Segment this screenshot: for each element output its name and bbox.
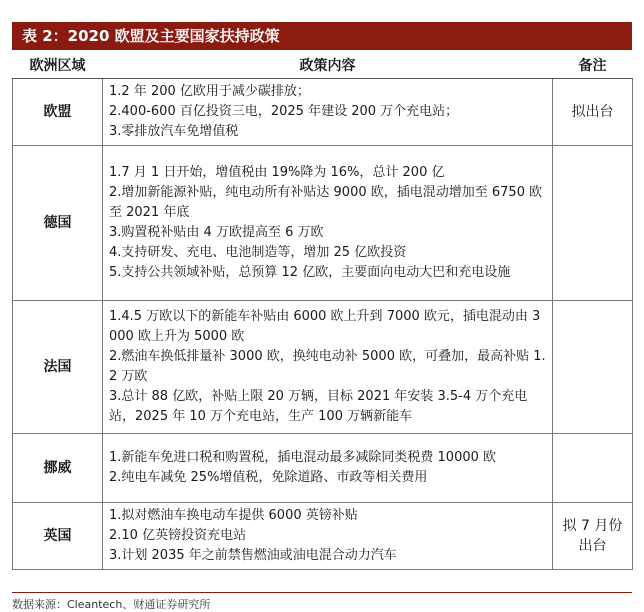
- note-cell: 拟出台: [553, 79, 633, 146]
- table-row: [13, 301, 633, 434]
- policy-item: 3.总计 88 亿欧，补贴上限 20 万辆，目标 2021 年安装 3.5-4 万个充电站，2025 年 10 万个充电站，生产 100 万辆新能车: [109, 389, 528, 424]
- policy-item: 1.拟对燃油车换电动车提供 6000 英镑补贴: [109, 508, 358, 523]
- policy-table: [12, 52, 633, 570]
- note-cell: 拟 7 月份出台: [553, 503, 633, 570]
- policy-item: 2.燃油车换低排量补 3000 欧，换纯电动补 5000 欧，可叠加，最高补贴 1.2 万欧: [109, 349, 546, 384]
- table-row: [13, 434, 633, 503]
- table-row: [13, 146, 633, 301]
- policy-cell: [103, 503, 553, 570]
- region-cell: 英国: [13, 503, 103, 570]
- policy-item: 1.4.5 万欧以下的新能车补贴由 6000 欧上升到 7000 欧元，插电混动由 3000 欧上升为 5000 欧: [109, 309, 541, 344]
- note-cell: [553, 434, 633, 503]
- header-region: 欧洲区域: [13, 52, 103, 79]
- policy-item: 1.7 月 1 日开始，增值税由 19%降为 16%，总计 200 亿: [109, 165, 445, 180]
- table-title: 表 2：2020 欧盟及主要国家扶持政策: [12, 22, 632, 50]
- policy-item: 3.计划 2035 年之前禁售燃油或油电混合动力汽车: [109, 548, 397, 563]
- policy-item: 5.支持公共领域补贴，总预算 12 亿欧，主要面向电动大巴和充电设施: [109, 265, 511, 280]
- policy-item: 2.增加新能源补贴，纯电动所有补贴达 9000 欧，插电混动增加至 6750 欧至 2021 年底: [109, 185, 543, 220]
- header-row: [13, 52, 633, 79]
- region-cell: 挪威: [13, 434, 103, 503]
- policy-cell: [103, 301, 553, 434]
- policy-item: 1.2 年 200 亿欧用于减少碳排放；: [109, 84, 310, 99]
- table-row: [13, 503, 633, 570]
- policy-item: 4.支持研发、充电、电池制造等，增加 25 亿欧投资: [109, 245, 407, 260]
- region-cell: 欧盟: [13, 79, 103, 146]
- header-note: 备注: [553, 52, 633, 79]
- region-cell: 德国: [13, 146, 103, 301]
- footer-divider: [12, 592, 632, 593]
- note-cell: [553, 146, 633, 301]
- table-row: [13, 79, 633, 146]
- policy-cell: [103, 79, 553, 146]
- policy-cell: [103, 146, 553, 301]
- header-policy: 政策内容: [103, 52, 553, 79]
- policy-item: 2.10 亿英镑投资充电站: [109, 528, 247, 543]
- policy-item: 2.400-600 百亿投资三电，2025 年建设 200 万个充电站；: [109, 104, 459, 119]
- policy-item: 3.购置税补贴由 4 万欧提高至 6 万欧: [109, 225, 324, 240]
- policy-cell: [103, 434, 553, 503]
- note-cell: [553, 301, 633, 434]
- source-note: 数据来源：Cleantech、财通证券研究所: [12, 598, 211, 611]
- region-cell: 法国: [13, 301, 103, 434]
- policy-item: 3.零排放汽车免增值税: [109, 124, 239, 139]
- policy-item: 2.纯电车减免 25%增值税，免除道路、市政等相关费用: [109, 470, 428, 485]
- policy-item: 1.新能车免进口税和购置税，插电混动最多减除同类税费 10000 欧: [109, 450, 497, 465]
